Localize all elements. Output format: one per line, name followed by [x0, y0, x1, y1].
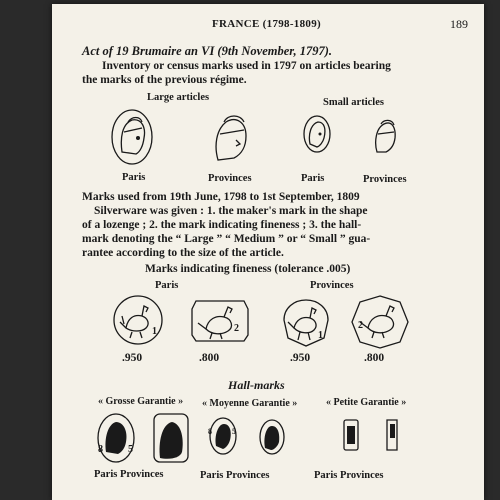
fineness-value: .950: [290, 352, 311, 364]
hallmark-moyenne-provinces: [258, 418, 286, 456]
running-header: FRANCE (1798-1809): [212, 18, 321, 30]
hallmark-petite-paris: [342, 418, 360, 452]
hallmark-moyenne-paris: [208, 416, 238, 456]
mark-number: 2: [358, 320, 363, 331]
caption-provinces: Provinces: [208, 173, 252, 184]
census-mark-large-provinces: [210, 110, 250, 166]
fineness-mark-paris-800: [190, 297, 250, 345]
garantie-label: « Moyenne Garantie »: [202, 398, 298, 409]
census-mark-small-provinces: [372, 116, 398, 156]
hallmark-petite-provinces: [384, 418, 400, 452]
fineness-value: .800: [199, 352, 220, 364]
hallmark-digit: 5: [128, 444, 133, 455]
hallmark-grosse-provinces: [152, 412, 190, 464]
hallmark-caption: Paris Provinces: [94, 469, 164, 480]
intro-line: the marks of the previous régime.: [82, 74, 247, 86]
fineness-value: .950: [122, 352, 143, 364]
caption-paris: Paris: [301, 173, 325, 184]
small-articles-label: Small articles: [323, 97, 384, 108]
section-text: Marks used from 19th June, 1798 to 1st September, 1809: [82, 191, 360, 203]
mark-number: 2: [234, 323, 239, 334]
hallmarks-heading: Hall-marks: [228, 378, 285, 392]
hallmark-digit: 8: [208, 427, 212, 436]
section-text: mark denoting the “ Large ” “ Medium ” or “ Small ” gua-: [82, 233, 371, 245]
hallmark-caption: Paris Provinces: [200, 470, 270, 481]
garantie-label: « Petite Garantie »: [326, 397, 407, 408]
caption-paris: Paris: [122, 172, 146, 183]
intro-line: Inventory or census marks used in 1797 on articles bearing: [102, 60, 391, 72]
census-mark-small-paris: [302, 114, 332, 154]
section-title: Act of 19 Brumaire an VI (9th November, 1797).: [82, 44, 333, 58]
paris-label: Paris: [155, 280, 179, 291]
fineness-value: .800: [364, 352, 385, 364]
large-articles-label: Large articles: [147, 92, 210, 103]
page-number: 189: [450, 17, 468, 31]
fineness-mark-paris-950: [112, 294, 164, 346]
hallmark-digit: 5: [232, 427, 236, 436]
section-text: Silverware was given : 1. the maker's mark in the shape: [94, 205, 368, 217]
section-text: rantee according to the size of the article.: [82, 247, 284, 259]
census-mark-large-paris: [110, 108, 154, 166]
mark-number: 1: [152, 326, 157, 337]
garantie-label: « Grosse Garantie »: [98, 396, 184, 407]
fineness-mark-provinces-950: [282, 298, 330, 348]
fineness-mark-provinces-800: [350, 294, 410, 350]
section-text: of a lozenge ; 2. the mark indicating fineness ; 3. the hall-: [82, 219, 362, 231]
caption-provinces: Provinces: [363, 174, 407, 185]
hallmark-caption: Paris Provinces: [314, 470, 384, 481]
hallmark-digit: 8: [98, 444, 103, 455]
book-page: [52, 4, 484, 500]
mark-number: 1: [318, 330, 323, 341]
provinces-label: Provinces: [310, 280, 354, 291]
fineness-heading: Marks indicating fineness (tolerance .005): [145, 263, 351, 275]
hallmark-grosse-paris: [96, 412, 136, 464]
